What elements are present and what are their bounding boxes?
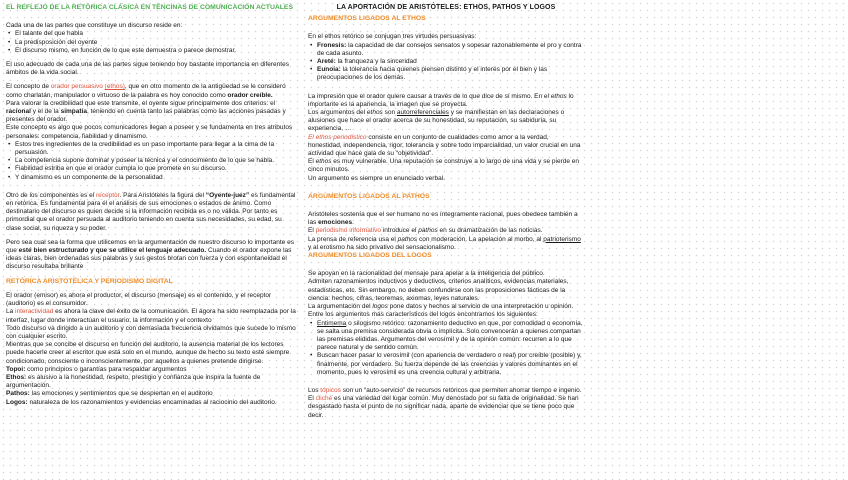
paragraph-interactividad: La interactividad es ahora la clave del éxito de la comunicación. El ágora ha sido reemplazada por la interfaz, lugar donde interactúan el usuario, la información y el contexto (6, 308, 296, 324)
paragraph-logos-2: Admiten razonamientos inductivos y deductivos, criterios analíticos, evidencias materiales, estadísticas, etc. Sin embargo, no deben confundirse con las proposiciones fácticas de la ciencia: hechos, cifras, teoremas, axiomas, leyes naturales. (308, 278, 569, 302)
paragraph-credibilidad: Para valorar la credibilidad que este transmite, el oyente sigue principalmente dos criterios: el racional y el de la simpatía, teniendo en cuenta tanto las palabras como las acciones pasadas y presentes del orador. (6, 99, 286, 124)
list-item: • Fiabilidad estriba en que el orador cumpla lo que promete en su discurso. (15, 165, 296, 173)
list-item: • Fronesis: la capacidad de dar consejos sensatos y sopesar razonablemente el pro y contra de cada asunto. (317, 42, 584, 58)
paragraph-autorreferenciales: Los argumentos del ethos son autorreferenciales y se manifiestan en las declaraciones o alusiones que hace el orador acerca de su honestidad, su reputación, su sabiduría, su experiencia, … (308, 109, 565, 133)
paragraph-logos-1: Se apoyan en la racionalidad del mensaje para apelar a la inteligencia del público. (308, 270, 545, 278)
paragraph-concepto: Este concepto es algo que pocos comunicadores llegan a poseer y se fundamenta en tres atributos personales: competencia, fiabilidad y dinamismo. (6, 124, 293, 140)
paragraph-logos-4: Entre los argumentos más característicos del logos encontramos los siguientes: (308, 311, 538, 319)
list-item: • Entimema o silogismo retórico: razonamiento deductivo en que, por comodidad o economía, se salta una premisa considerada obvia o implícita. Solo convencerán a quienes compartan las premisas elididas. Argumentos del verosímil y de la opinión común: recurren a lo que parece natural y de sentido común. (317, 320, 584, 353)
right-column (308, 4, 584, 420)
list-item: • Y dinamismo es un componente de la personalidad (15, 174, 296, 182)
paragraph-orador: El concepto de orador persuasivo (ethos), que en otro momento de la antigüedad se le consideró como charlatán, manipulador o virtuoso de la palabra es hoy conocido como orador creíble. (6, 83, 286, 99)
paragraph-vulnerable: El ethos es muy vulnerable. Una reputación se construye a lo largo de una vida y se pierde en cinco minutos. (308, 158, 580, 174)
definition-topoi: Topoi: como principios o garantías para respaldar argumentos (6, 365, 187, 373)
paragraph-intro: Cada una de las partes que constituye un discurso reside en: (6, 22, 183, 30)
list-item: • Areté: la franqueza y la sinceridad (317, 58, 584, 66)
paragraph-ethos-intro: En el ethos retórico se conjugan tres virtudes persuasivas: (308, 33, 477, 41)
paragraph-enunciado: Un argumento es siempre un enunciado verbal. (308, 174, 445, 182)
virtues-list (308, 42, 584, 83)
paragraph-prensa: La prensa de referencia usa el pathos con moderación. La apelación al morbo, al patrioterismo y al erotismo ha sido privativo del sensacionalismo. (308, 235, 581, 251)
paragraph-topicos: Los tópicos son un “auto-servicio” de recursos retóricos que permiten ahorrar tiempo e ingenio. (308, 386, 582, 394)
list-item: • La competencia supone dominar y poseer la técnica y el conocimiento de lo que se habla. (15, 157, 296, 165)
list-item: • Eunoia: la tolerancia hacia quienes piensen distinto y el interés por el bien y las preocupaciones de los demás. (317, 66, 584, 82)
list-item: • El discurso mismo, en función de lo que este demuestra o parece demostrar. (15, 47, 296, 55)
paragraph-uso: El uso adecuado de cada una de las partes sigue teniendo hoy bastante importancia en diferentes ámbitos de la vida social. (6, 61, 289, 77)
parts-list (6, 30, 296, 55)
paragraph-cliche: El cliché es una variedad del lugar común. Muy denostado por su falta de originalidad. Se han desgastado hasta el punto de no significar nada, aparte de evidenciar que se tiene poco que decir. (308, 395, 579, 419)
definition-ethos: Ethos: es alusivo a la honestidad, respeto, prestigio y confianza que inspira la fuente de argumentación. (6, 373, 261, 390)
paragraph-emisor: El orador (emisor) es ahora el productor, el discurso (mensaje) es el contenido, y el receptor (auditorio) es el consumidor. (6, 291, 272, 308)
left-column (6, 4, 296, 407)
list-item: • El talante del que habla (15, 30, 296, 38)
paragraph-periodismo-informativo: El periodismo informativo introduce el pathos en su dramatización de las noticias. (308, 227, 543, 235)
section-heading-periodismo-digital: RETÓRICA ARISTOTÉLICA Y PERIODISMO DIGITAL (6, 277, 173, 285)
page-title: LA APORTACIÓN DE ARISTÓTELES: ETHOS, PATHOS Y LOGOS (336, 4, 556, 11)
list-item: • La predisposición del oyente (15, 39, 296, 47)
paragraph-todo: Todo discurso va dirigido a un auditorio y con demasiada frecuencia olvidamos que sucede lo mismo con cualquier escrito. (6, 324, 296, 340)
paragraph-receptor: Otro de los componentes es el receptor. Para Aristóteles la figura del “Oyente-juez” es fundamental en retórica. Es fundamental para él el análisis de sus emociones o estados de ánimo. Como destinatario del discurso es quien decide si la información recibida es o no válida. Por tanto es primordial que el orador persuada al auditorio teniendo en cuenta sus necesidades, su edad, su clase social, su riqueza y su poder. (6, 191, 296, 232)
list-item: • Buscan hacer pasar lo verosímil (con apariencia de verdadero o real) por creíble (posible) y, finalmente, por verdadero. Su fuerza depende de las creencias y valores dominantes en el momento, pues lo verosímil es una creencia cultural y arbitraria. (317, 352, 584, 377)
attributes-list (6, 141, 296, 182)
paragraph-logos-3: La argumentación del logos pone datos y hechos al servicio de una interpretación u opinión. (308, 303, 574, 311)
paragraph-emociones: Aristóteles sostenía que el ser humano no es íntegramente racional, pues obedece también a las emociones. (308, 211, 578, 227)
section-heading-pathos: ARGUMENTOS LIGADOS AL PATHOS (308, 192, 430, 200)
definition-pathos: Pathos: las emociones y sentimientos que se despiertan en el auditorio (6, 390, 213, 398)
definition-logos: Logos: naturaleza de los razonamientos y evidencias encaminadas al raciocinio del auditorio. (6, 398, 277, 406)
paragraph-ethos-periodistico: El ethos periodístico consiste en un conjunto de cualidades como amor a la verdad, honestidad, independencia, rigor, tolerancia y sobre todo imparcialidad, un valor crucial en una actividad que hace gala de su “objetividad”. (308, 133, 581, 158)
logos-list (308, 320, 584, 377)
list-item: • Estos tres ingredientes de la credibilidad es un paso importante para llegar a la cima de la persuasión. (15, 141, 296, 157)
paragraph-argumentacion: Pero sea cual sea la forma que utilicemos en la argumentación de nuestro discurso lo importante es que esté bien estructurado y que se utilice el lenguaje adecuado. Cuando el orador expone las ideas claras, bien ordenadas sus palabras y sus gestos brotan con fuerza y con espontaneidad el discurso resultaba brillante (6, 238, 294, 271)
section-heading-logos: ARGUMENTOS LIGADOS DEL LOGOS (308, 252, 432, 260)
section-heading-ethos: ARGUMENTOS LIGADOS AL ETHOS (308, 15, 426, 23)
section-heading-reflejo: EL REFLEJO DE LA RETÓRICA CLÁSICA EN TÉNCINAS DE COMUNICACIÓN ACTUALES (6, 4, 293, 11)
paragraph-mientras: Mientras que se concibe el discurso en función del auditorio, la ausencia material de los lectores puede hacerle creer al escritor que está solo en el mundo, aunque de hecho su texto esté siempre condicionado, consciente o inconscientemente, por aquellos a quienes pretende dirigirse. (6, 341, 290, 365)
paragraph-impresion: La impresión que el orador quiere causar a través de lo que dice de sí mismo. En el ethos lo importante es la apariencia, la imagen que se proyecta. (308, 92, 574, 108)
